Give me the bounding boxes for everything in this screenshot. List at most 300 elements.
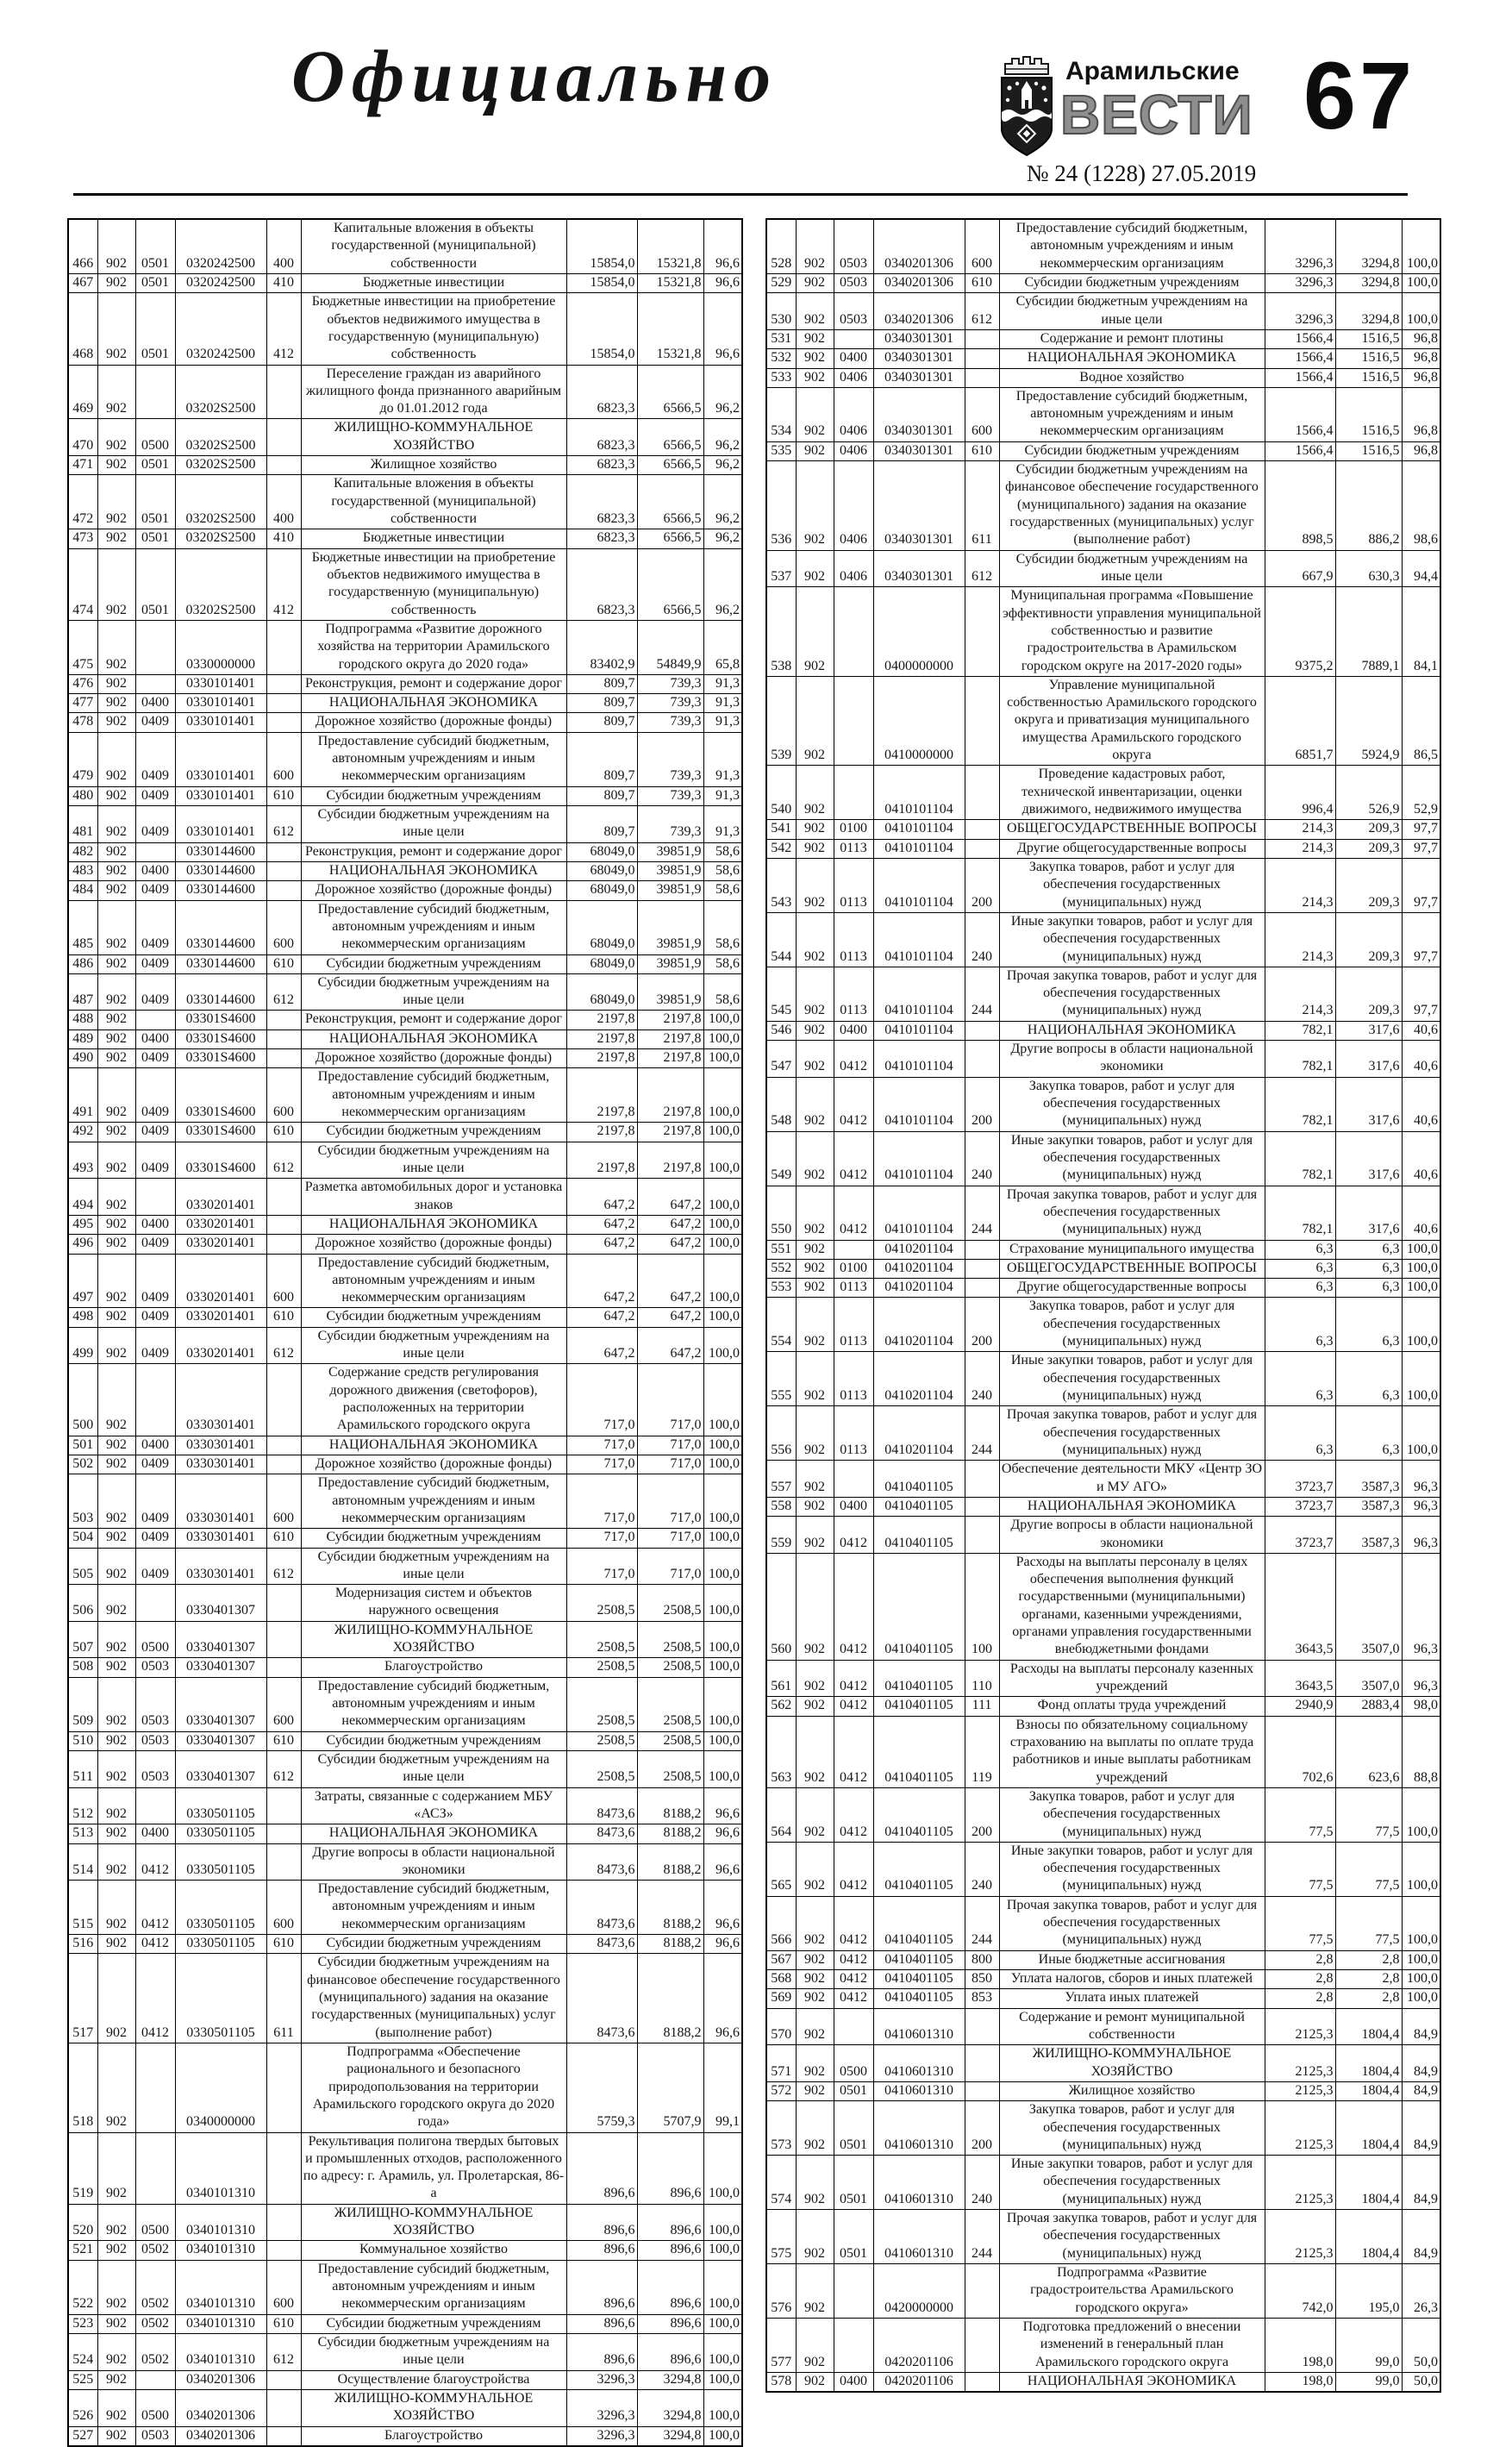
row-num: 535	[766, 441, 796, 460]
percent-value: 94,4	[1402, 550, 1440, 587]
grbs-code: 902	[796, 2156, 834, 2210]
description: Проведение кадастровых работ, технической инвентаризации, оценки движимого, недвижимого имущества	[999, 766, 1265, 820]
target-article: 0340101310	[175, 2204, 266, 2241]
target-article: 0320242500	[175, 273, 266, 292]
table-row	[68, 900, 742, 954]
percent-value: 100,0	[703, 1179, 742, 1216]
target-article: 0330401307	[175, 1750, 266, 1787]
row-num: 564	[766, 1787, 796, 1842]
table-row	[68, 2314, 742, 2333]
description: Другие вопросы в области национальной экономики	[999, 1041, 1265, 1078]
row-num: 502	[68, 1455, 97, 1474]
description: Субсидии бюджетным учреждениям	[999, 273, 1265, 292]
target-article: 0410101104	[873, 912, 965, 967]
section-code	[135, 2132, 175, 2204]
section-code: 0501	[135, 219, 175, 273]
grbs-code: 902	[97, 1585, 135, 1622]
percent-value: 91,3	[703, 713, 742, 732]
description: Дорожное хозяйство (дорожные фонды)	[301, 713, 566, 732]
expense-type	[965, 2264, 999, 2319]
table-row	[766, 1186, 1440, 1240]
percent-value: 58,6	[703, 973, 742, 1011]
row-num: 498	[68, 1308, 97, 1327]
description: Прочая закупка товаров, работ и услуг для обеспечения государственных (муниципальных) нужд	[999, 1406, 1265, 1461]
executed-value: 2,8	[1335, 1970, 1402, 1989]
executed-value: 3294,8	[637, 2389, 703, 2426]
table-row	[766, 766, 1440, 820]
section-code: 0500	[834, 2045, 873, 2082]
section-code: 0501	[135, 529, 175, 548]
executed-value: 896,6	[637, 2204, 703, 2241]
target-article: 0410401105	[873, 1896, 965, 1950]
executed-value: 647,2	[637, 1254, 703, 1308]
section-code	[834, 2318, 873, 2372]
plan-value: 2197,8	[566, 1029, 637, 1048]
plan-value: 3296,3	[1265, 293, 1335, 330]
description: Предоставление субсидий бюджетным, автономным учреждениям и иным некоммерческим организациям	[999, 219, 1265, 273]
target-article: 0330401307	[175, 1677, 266, 1731]
percent-value: 100,0	[703, 2389, 742, 2426]
description: Страхование муниципального имущества	[999, 1240, 1265, 1259]
plan-value: 3296,3	[566, 2389, 637, 2426]
table-row	[68, 1455, 742, 1474]
description: Содержание и ремонт плотины	[999, 329, 1265, 348]
section-code: 0400	[135, 1029, 175, 1048]
plan-value: 2508,5	[566, 1621, 637, 1658]
percent-value: 100,0	[703, 1658, 742, 1677]
row-num: 514	[68, 1843, 97, 1881]
grbs-code: 902	[796, 1553, 834, 1660]
executed-value: 1516,5	[1335, 387, 1402, 441]
plan-value: 717,0	[566, 1364, 637, 1436]
grbs-code: 902	[97, 1308, 135, 1327]
plan-value: 1566,4	[1265, 387, 1335, 441]
table-row	[766, 2081, 1440, 2100]
grbs-code: 902	[796, 1660, 834, 1697]
target-article: 0330201401	[175, 1254, 266, 1308]
description: Субсидии бюджетным учреждениям	[301, 1731, 566, 1750]
plan-value: 2197,8	[566, 1123, 637, 1142]
target-article: 0420000000	[873, 2264, 965, 2319]
table-row	[766, 858, 1440, 912]
grbs-code: 902	[796, 820, 834, 839]
executed-value: 2508,5	[637, 1731, 703, 1750]
executed-value: 3587,3	[1335, 1517, 1402, 1554]
plan-value: 782,1	[1265, 1077, 1335, 1131]
table-row	[766, 1497, 1440, 1516]
section-code: 0503	[135, 1677, 175, 1731]
percent-value: 91,3	[703, 694, 742, 713]
description: Предоставление субсидий бюджетным, автономным учреждениям и иным некоммерческим организациям	[301, 1474, 566, 1529]
percent-value: 100,0	[703, 1548, 742, 1585]
description: Бюджетные инвестиции на приобретение объектов недвижимого имущества в государственную (муниципальную) собственность	[301, 293, 566, 365]
executed-value: 15321,8	[637, 273, 703, 292]
table-row	[68, 2132, 742, 2204]
target-article: 0410401105	[873, 1787, 965, 1842]
percent-value: 100,0	[703, 1731, 742, 1750]
executed-value: 896,6	[637, 2260, 703, 2314]
target-article: 0400000000	[873, 587, 965, 677]
target-article: 0340201306	[175, 2389, 266, 2426]
description: Жилищное хозяйство	[999, 2081, 1265, 2100]
table-row	[766, 2318, 1440, 2372]
percent-value: 96,6	[703, 1843, 742, 1881]
plan-value: 3723,7	[1265, 1517, 1335, 1554]
row-num: 482	[68, 842, 97, 861]
row-num: 496	[68, 1235, 97, 1254]
percent-value: 100,0	[1402, 1970, 1440, 1989]
percent-value: 96,2	[703, 475, 742, 529]
executed-value: 647,2	[637, 1179, 703, 1216]
city-crest-icon	[998, 55, 1055, 161]
percent-value: 100,0	[703, 2426, 742, 2446]
row-num: 555	[766, 1352, 796, 1406]
plan-value: 2197,8	[566, 1142, 637, 1179]
description: Субсидии бюджетным учреждениям на иные цели	[301, 1327, 566, 1364]
target-article: 0330101401	[175, 713, 266, 732]
expense-type: 240	[965, 912, 999, 967]
percent-value: 58,6	[703, 861, 742, 880]
plan-value: 647,2	[566, 1215, 637, 1234]
section-code: 0502	[135, 2314, 175, 2333]
table-row	[766, 219, 1440, 273]
plan-value: 717,0	[566, 1474, 637, 1529]
table-row	[766, 1950, 1440, 1969]
section-code: 0412	[834, 1842, 873, 1896]
executed-value: 717,0	[637, 1529, 703, 1548]
newspaper-brand-bottom: ВЕСТИ	[1060, 84, 1253, 146]
plan-value: 647,2	[566, 1308, 637, 1327]
grbs-code: 902	[796, 1896, 834, 1950]
expense-type: 600	[266, 1068, 301, 1123]
grbs-code: 902	[796, 766, 834, 820]
grbs-code: 902	[796, 1497, 834, 1516]
target-article: 0410401105	[873, 1970, 965, 1989]
plan-value: 782,1	[1265, 1041, 1335, 1078]
description: Реконструкция, ремонт и содержание дорог	[301, 674, 566, 693]
table-row	[68, 1011, 742, 1029]
row-num: 511	[68, 1750, 97, 1787]
table-row	[766, 2210, 1440, 2264]
plan-value: 896,6	[566, 2314, 637, 2333]
executed-value: 717,0	[637, 1364, 703, 1436]
plan-value: 15854,0	[566, 219, 637, 273]
grbs-code: 902	[796, 1970, 834, 1989]
table-row	[766, 2372, 1440, 2392]
section-code: 0500	[135, 2204, 175, 2241]
description: ЖИЛИЩНО-КОММУНАЛЬНОЕ ХОЗЯЙСТВО	[301, 2204, 566, 2241]
percent-value: 50,0	[1402, 2372, 1440, 2392]
table-row	[68, 475, 742, 529]
percent-value: 65,8	[703, 620, 742, 674]
expense-type	[266, 2043, 301, 2132]
description: Благоустройство	[301, 2426, 566, 2446]
expense-type	[965, 1461, 999, 1498]
description: ЖИЛИЩНО-КОММУНАЛЬНОЕ ХОЗЯЙСТВО	[999, 2045, 1265, 2082]
row-num: 544	[766, 912, 796, 967]
target-article: 0410101104	[873, 1021, 965, 1040]
percent-value: 84,9	[1402, 2008, 1440, 2045]
percent-value: 96,6	[703, 1954, 742, 2043]
row-num: 473	[68, 529, 97, 548]
section-code	[135, 1787, 175, 1824]
expense-type: 600	[266, 1677, 301, 1731]
section-code: 0502	[135, 2333, 175, 2370]
table-row	[68, 1677, 742, 1731]
row-num: 480	[68, 786, 97, 805]
table-row	[766, 2101, 1440, 2156]
section-code: 0113	[834, 1406, 873, 1461]
description: ОБЩЕГОСУДАРСТВЕННЫЕ ВОПРОСЫ	[999, 1259, 1265, 1278]
description: Фонд оплаты труда учреждений	[999, 1697, 1265, 1716]
expense-type	[965, 2318, 999, 2372]
table-row	[766, 1517, 1440, 1554]
plan-value: 9375,2	[1265, 587, 1335, 677]
target-article: 0340301301	[873, 441, 965, 460]
expense-type	[266, 1621, 301, 1658]
executed-value: 6,3	[1335, 1259, 1402, 1278]
percent-value: 100,0	[703, 1621, 742, 1658]
expense-type	[965, 587, 999, 677]
percent-value: 100,0	[1402, 1298, 1440, 1352]
expense-type: 400	[266, 219, 301, 273]
plan-value: 3296,3	[1265, 273, 1335, 292]
expense-type: 244	[965, 1186, 999, 1240]
table-row	[766, 1131, 1440, 1186]
target-article: 0330144600	[175, 900, 266, 954]
description: Жилищное хозяйство	[301, 456, 566, 475]
expense-type	[965, 766, 999, 820]
grbs-code: 902	[97, 2204, 135, 2241]
description: Управление муниципальной собственностью Арамильского городского округа и приватизация муниципального имущества Арамильского городского округа	[999, 676, 1265, 766]
plan-value: 3296,3	[566, 2426, 637, 2446]
table-row	[68, 1142, 742, 1179]
expense-type: 600	[266, 732, 301, 786]
grbs-code: 902	[796, 293, 834, 330]
grbs-code: 902	[97, 1235, 135, 1254]
executed-value: 317,6	[1335, 1131, 1402, 1186]
target-article: 0410201104	[873, 1298, 965, 1352]
plan-value: 2125,3	[1265, 2081, 1335, 2100]
table-row	[68, 2043, 742, 2132]
plan-value: 6823,3	[566, 419, 637, 456]
percent-value: 96,3	[1402, 1517, 1440, 1554]
grbs-code: 902	[97, 456, 135, 475]
grbs-code: 902	[97, 1436, 135, 1455]
plan-value: 896,6	[566, 2132, 637, 2204]
expense-type: 244	[965, 1896, 999, 1950]
description: ОБЩЕГОСУДАРСТВЕННЫЕ ВОПРОСЫ	[999, 820, 1265, 839]
section-code: 0412	[834, 1716, 873, 1787]
percent-value: 100,0	[703, 2314, 742, 2333]
expense-type	[266, 1658, 301, 1677]
description: Субсидии бюджетным учреждениям	[301, 1935, 566, 1954]
target-article: 0340000000	[175, 2043, 266, 2132]
plan-value: 2508,5	[566, 1585, 637, 1622]
description: Закупка товаров, работ и услуг для обеспечения государственных (муниципальных) нужд	[999, 1787, 1265, 1842]
target-article: 0410101104	[873, 820, 965, 839]
section-code: 0409	[135, 1327, 175, 1364]
executed-value: 2508,5	[637, 1677, 703, 1731]
grbs-code: 902	[796, 2081, 834, 2100]
section-code: 0406	[834, 550, 873, 587]
executed-value: 6566,5	[637, 475, 703, 529]
plan-value: 214,3	[1265, 912, 1335, 967]
executed-value: 77,5	[1335, 1842, 1402, 1896]
percent-value: 100,0	[703, 2132, 742, 2204]
plan-value: 3643,5	[1265, 1553, 1335, 1660]
description: Субсидии бюджетным учреждениям на иные цели	[301, 1548, 566, 1585]
description: Дорожное хозяйство (дорожные фонды)	[301, 881, 566, 900]
executed-value: 1804,4	[1335, 2156, 1402, 2210]
executed-value: 739,3	[637, 694, 703, 713]
expense-type	[266, 842, 301, 861]
row-num: 530	[766, 293, 796, 330]
section-code	[135, 2370, 175, 2389]
plan-value: 996,4	[1265, 766, 1335, 820]
expense-type: 610	[266, 786, 301, 805]
percent-value: 100,0	[703, 1529, 742, 1548]
description: Взносы по обязательному социальному страхованию на выплаты по оплате труда работников и иные выплаты работникам учреждений	[999, 1716, 1265, 1787]
plan-value: 68049,0	[566, 900, 637, 954]
description: Рекультивация полигона твердых бытовых и промышленных отходов, расположенного по адресу: г. Арамиль, ул. Пролетарская, 86-а	[301, 2132, 566, 2204]
expense-type: 244	[965, 967, 999, 1021]
row-num: 548	[766, 1077, 796, 1131]
percent-value: 100,0	[1402, 273, 1440, 292]
table-row	[766, 912, 1440, 967]
grbs-code: 902	[97, 1254, 135, 1308]
budget-table-left	[67, 218, 743, 2447]
table-row	[766, 349, 1440, 368]
table-row	[68, 1529, 742, 1548]
plan-value: 77,5	[1265, 1896, 1335, 1950]
executed-value: 6566,5	[637, 548, 703, 620]
expense-type: 600	[965, 219, 999, 273]
plan-value: 8473,6	[566, 1787, 637, 1824]
grbs-code: 902	[796, 550, 834, 587]
grbs-code: 902	[796, 1842, 834, 1896]
description: Иные закупки товаров, работ и услуг для обеспечения государственных (муниципальных) нужд	[999, 1842, 1265, 1896]
executed-value: 209,3	[1335, 912, 1402, 967]
row-num: 554	[766, 1298, 796, 1352]
description: Субсидии бюджетным учреждениям на иные цели	[999, 293, 1265, 330]
grbs-code: 902	[97, 954, 135, 973]
target-article: 0410101104	[873, 1186, 965, 1240]
plan-value: 896,6	[566, 2260, 637, 2314]
plan-value: 68049,0	[566, 973, 637, 1011]
grbs-code: 902	[796, 1352, 834, 1406]
percent-value: 96,8	[1402, 387, 1440, 441]
target-article: 0410401105	[873, 1989, 965, 2008]
percent-value: 100,0	[703, 2241, 742, 2260]
section-code: 0500	[135, 2389, 175, 2426]
expense-type: 610	[266, 1529, 301, 1548]
row-num: 475	[68, 620, 97, 674]
expense-type: 110	[965, 1660, 999, 1697]
description: Бюджетные инвестиции	[301, 529, 566, 548]
section-code: 0400	[834, 1497, 873, 1516]
grbs-code: 902	[796, 1240, 834, 1259]
section-code: 0412	[135, 1954, 175, 2043]
expense-type	[266, 2426, 301, 2446]
grbs-code: 902	[97, 273, 135, 292]
executed-value: 2197,8	[637, 1049, 703, 1068]
expense-type	[266, 365, 301, 419]
plan-value: 6823,3	[566, 475, 637, 529]
percent-value: 96,6	[703, 1824, 742, 1843]
description: Предоставление субсидий бюджетным, автономным учреждениям и иным некоммерческим организациям	[301, 1881, 566, 1935]
percent-value: 52,9	[1402, 766, 1440, 820]
expense-type: 400	[266, 475, 301, 529]
row-num: 568	[766, 1970, 796, 1989]
description: Благоустройство	[301, 1658, 566, 1677]
plan-value: 647,2	[566, 1254, 637, 1308]
target-article: 0340101310	[175, 2132, 266, 2204]
target-article: 0410101104	[873, 1041, 965, 1078]
table-row	[68, 273, 742, 292]
target-article: 0330201401	[175, 1179, 266, 1216]
table-row	[766, 1989, 1440, 2008]
expense-type	[965, 1021, 999, 1040]
row-num: 485	[68, 900, 97, 954]
plan-value: 2,8	[1265, 1950, 1335, 1969]
plan-value: 2940,9	[1265, 1697, 1335, 1716]
target-article: 0330201401	[175, 1308, 266, 1327]
expense-type	[266, 2370, 301, 2389]
expense-type: 612	[266, 973, 301, 1011]
table-row	[766, 2264, 1440, 2319]
expense-type	[965, 349, 999, 368]
target-article: 0410101104	[873, 1131, 965, 1186]
row-num: 470	[68, 419, 97, 456]
executed-value: 1804,4	[1335, 2045, 1402, 2082]
grbs-code: 902	[97, 2241, 135, 2260]
percent-value: 91,3	[703, 786, 742, 805]
section-code: 0502	[135, 2260, 175, 2314]
target-article: 03202S2500	[175, 365, 266, 419]
grbs-code: 902	[796, 461, 834, 551]
grbs-code: 902	[97, 2389, 135, 2426]
table-row	[68, 620, 742, 674]
row-num: 519	[68, 2132, 97, 2204]
grbs-code: 902	[97, 1677, 135, 1731]
description: Предоставление субсидий бюджетным, автономным учреждениям и иным некоммерческим организациям	[301, 1068, 566, 1123]
section-code: 0501	[135, 293, 175, 365]
row-num: 507	[68, 1621, 97, 1658]
percent-value: 40,6	[1402, 1077, 1440, 1131]
section-code: 0113	[834, 912, 873, 967]
section-code	[834, 587, 873, 677]
plan-value: 647,2	[566, 1327, 637, 1364]
target-article: 0340301301	[873, 368, 965, 387]
grbs-code: 902	[97, 861, 135, 880]
grbs-code: 902	[97, 293, 135, 365]
plan-value: 6,3	[1265, 1240, 1335, 1259]
description: Субсидии бюджетным учреждениям	[301, 1123, 566, 1142]
target-article: 0330301401	[175, 1455, 266, 1474]
description: Прочая закупка товаров, работ и услуг для обеспечения государственных (муниципальных) нужд	[999, 1186, 1265, 1240]
expense-type	[266, 1011, 301, 1029]
row-num: 488	[68, 1011, 97, 1029]
target-article: 0410101104	[873, 839, 965, 858]
section-code: 0409	[135, 732, 175, 786]
executed-value: 647,2	[637, 1327, 703, 1364]
expense-type: 612	[965, 293, 999, 330]
section-code: 0409	[135, 1529, 175, 1548]
grbs-code: 902	[97, 1179, 135, 1216]
executed-value: 5707,9	[637, 2043, 703, 2132]
budget-table-right	[765, 218, 1441, 2393]
